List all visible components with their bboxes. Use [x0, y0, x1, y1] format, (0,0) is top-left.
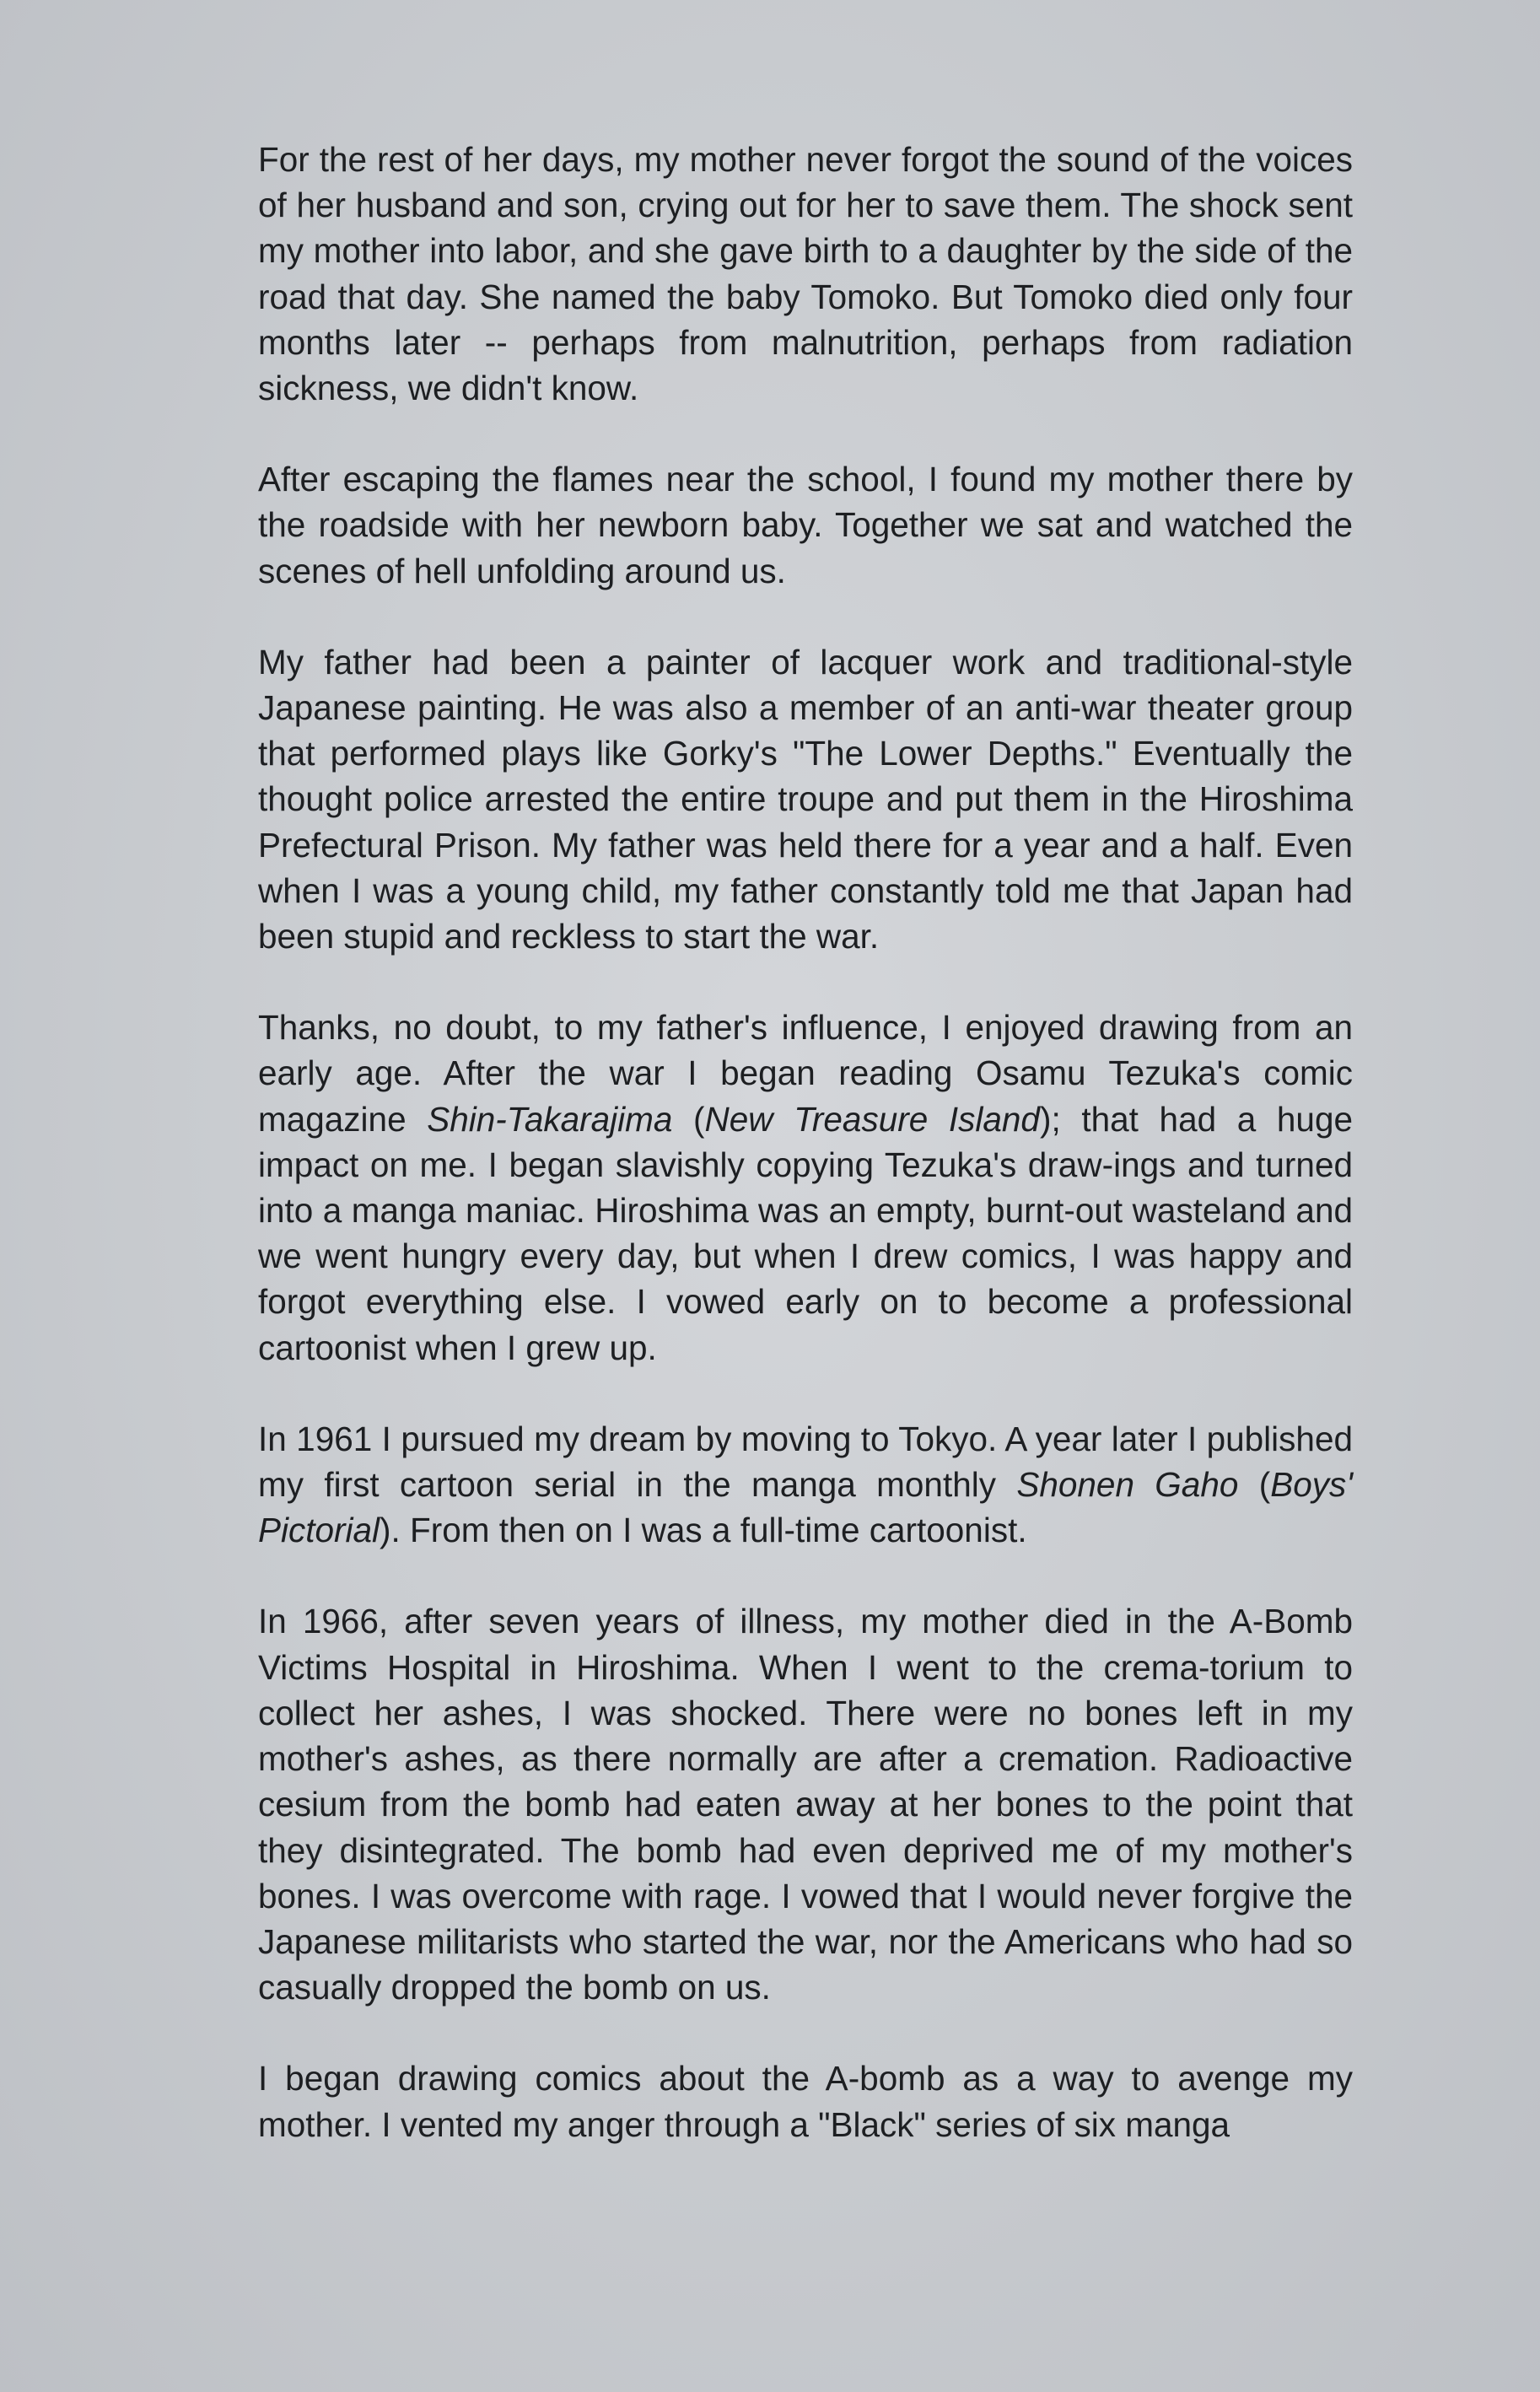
- paragraph: [258, 1416, 1353, 1554]
- text-run: ); that had a huge impact on me. I began slavishly copying Tezuka's draw-ings and turned into a manga maniac. Hiroshima was an empty, burnt-out wasteland and we went hungry every day, but when I drew comics, I was happy and forgot everything else. I vowed early on to become a professional cartoonist when I grew up.: [258, 1099, 1354, 1367]
- paragraph: [258, 1598, 1353, 2010]
- magazine-title: Shonen Gaho: [1016, 1465, 1239, 1505]
- text-run: ). From then on I was a full-time cartoonist.: [380, 1511, 1027, 1550]
- magazine-title-translation: New Treasure Island: [704, 1099, 1040, 1139]
- text-run: In 1961 I pursued my dream by moving to Tokyo. A year later I published my first cartoon serial in the manga monthly: [258, 1419, 1353, 1505]
- text-run: For the rest of her days, my mother never forgot the sound of the voices of her husband and son, crying out for her to save them. The shock sent my mother into labor, and she gave birth to a daughter by the side of the road that day. She named the baby Tomoko. But Tomoko died only four months later -- perhaps from malnutrition, perhaps from radiation sickness, we didn't know.: [258, 140, 1353, 408]
- magazine-title-translation: Boys' Pictorial: [258, 1465, 1354, 1550]
- text-run: My father had been a painter of lacquer work and traditional-style Japanese painting. He was also a member of an anti-war theater group that performed plays like Gorky's "The Lower Depths." Eventually the thought police arrested the entire troupe and put them in the Hiroshima Prefectural Prison. My father was held there for a year and a half. Even when I was a young child, my father constantly told me that Japan had been stupid and reckless to start the war.: [258, 642, 1353, 956]
- paragraph: [258, 639, 1353, 959]
- text-run: I began drawing comics about the A-bomb as a way to avenge my mother. I vented my anger through a "Black" series of six manga: [258, 2059, 1353, 2144]
- paragraph: [258, 137, 1353, 411]
- text-run: After escaping the flames near the school, I found my mother there by the roadside with her newborn baby. Together we sat and watched the scenes of hell unfolding around us.: [258, 460, 1353, 590]
- paragraph: [258, 2055, 1353, 2147]
- text-run: Thanks, no doubt, to my father's influence, I enjoyed drawing from an early age. After the war I began reading Osamu Tezuka's comic magazine: [258, 1008, 1353, 1139]
- text-run: (: [672, 1099, 705, 1139]
- paragraph: [258, 456, 1353, 594]
- text-run: (: [1238, 1465, 1271, 1505]
- body-text: [258, 137, 1353, 2193]
- paragraph: [258, 1005, 1353, 1371]
- magazine-title: Shin-Takarajima: [427, 1099, 673, 1139]
- text-run: In 1966, after seven years of illness, my mother died in the A-Bomb Victims Hospital in Hiroshima. When I went to the crema-torium to collect her ashes, I was shocked. There were no bones left in my mother's ashes, as there normally are after a cremation. Radioactive cesium from the bomb had eaten away at her bones to the point that they disintegrated. The bomb had even deprived me of my mother's bones. I was overcome with rage. I vowed that I would never forgive the Japanese militarists who started the war, nor the Americans who had so casually dropped the bomb on us.: [258, 1602, 1353, 2007]
